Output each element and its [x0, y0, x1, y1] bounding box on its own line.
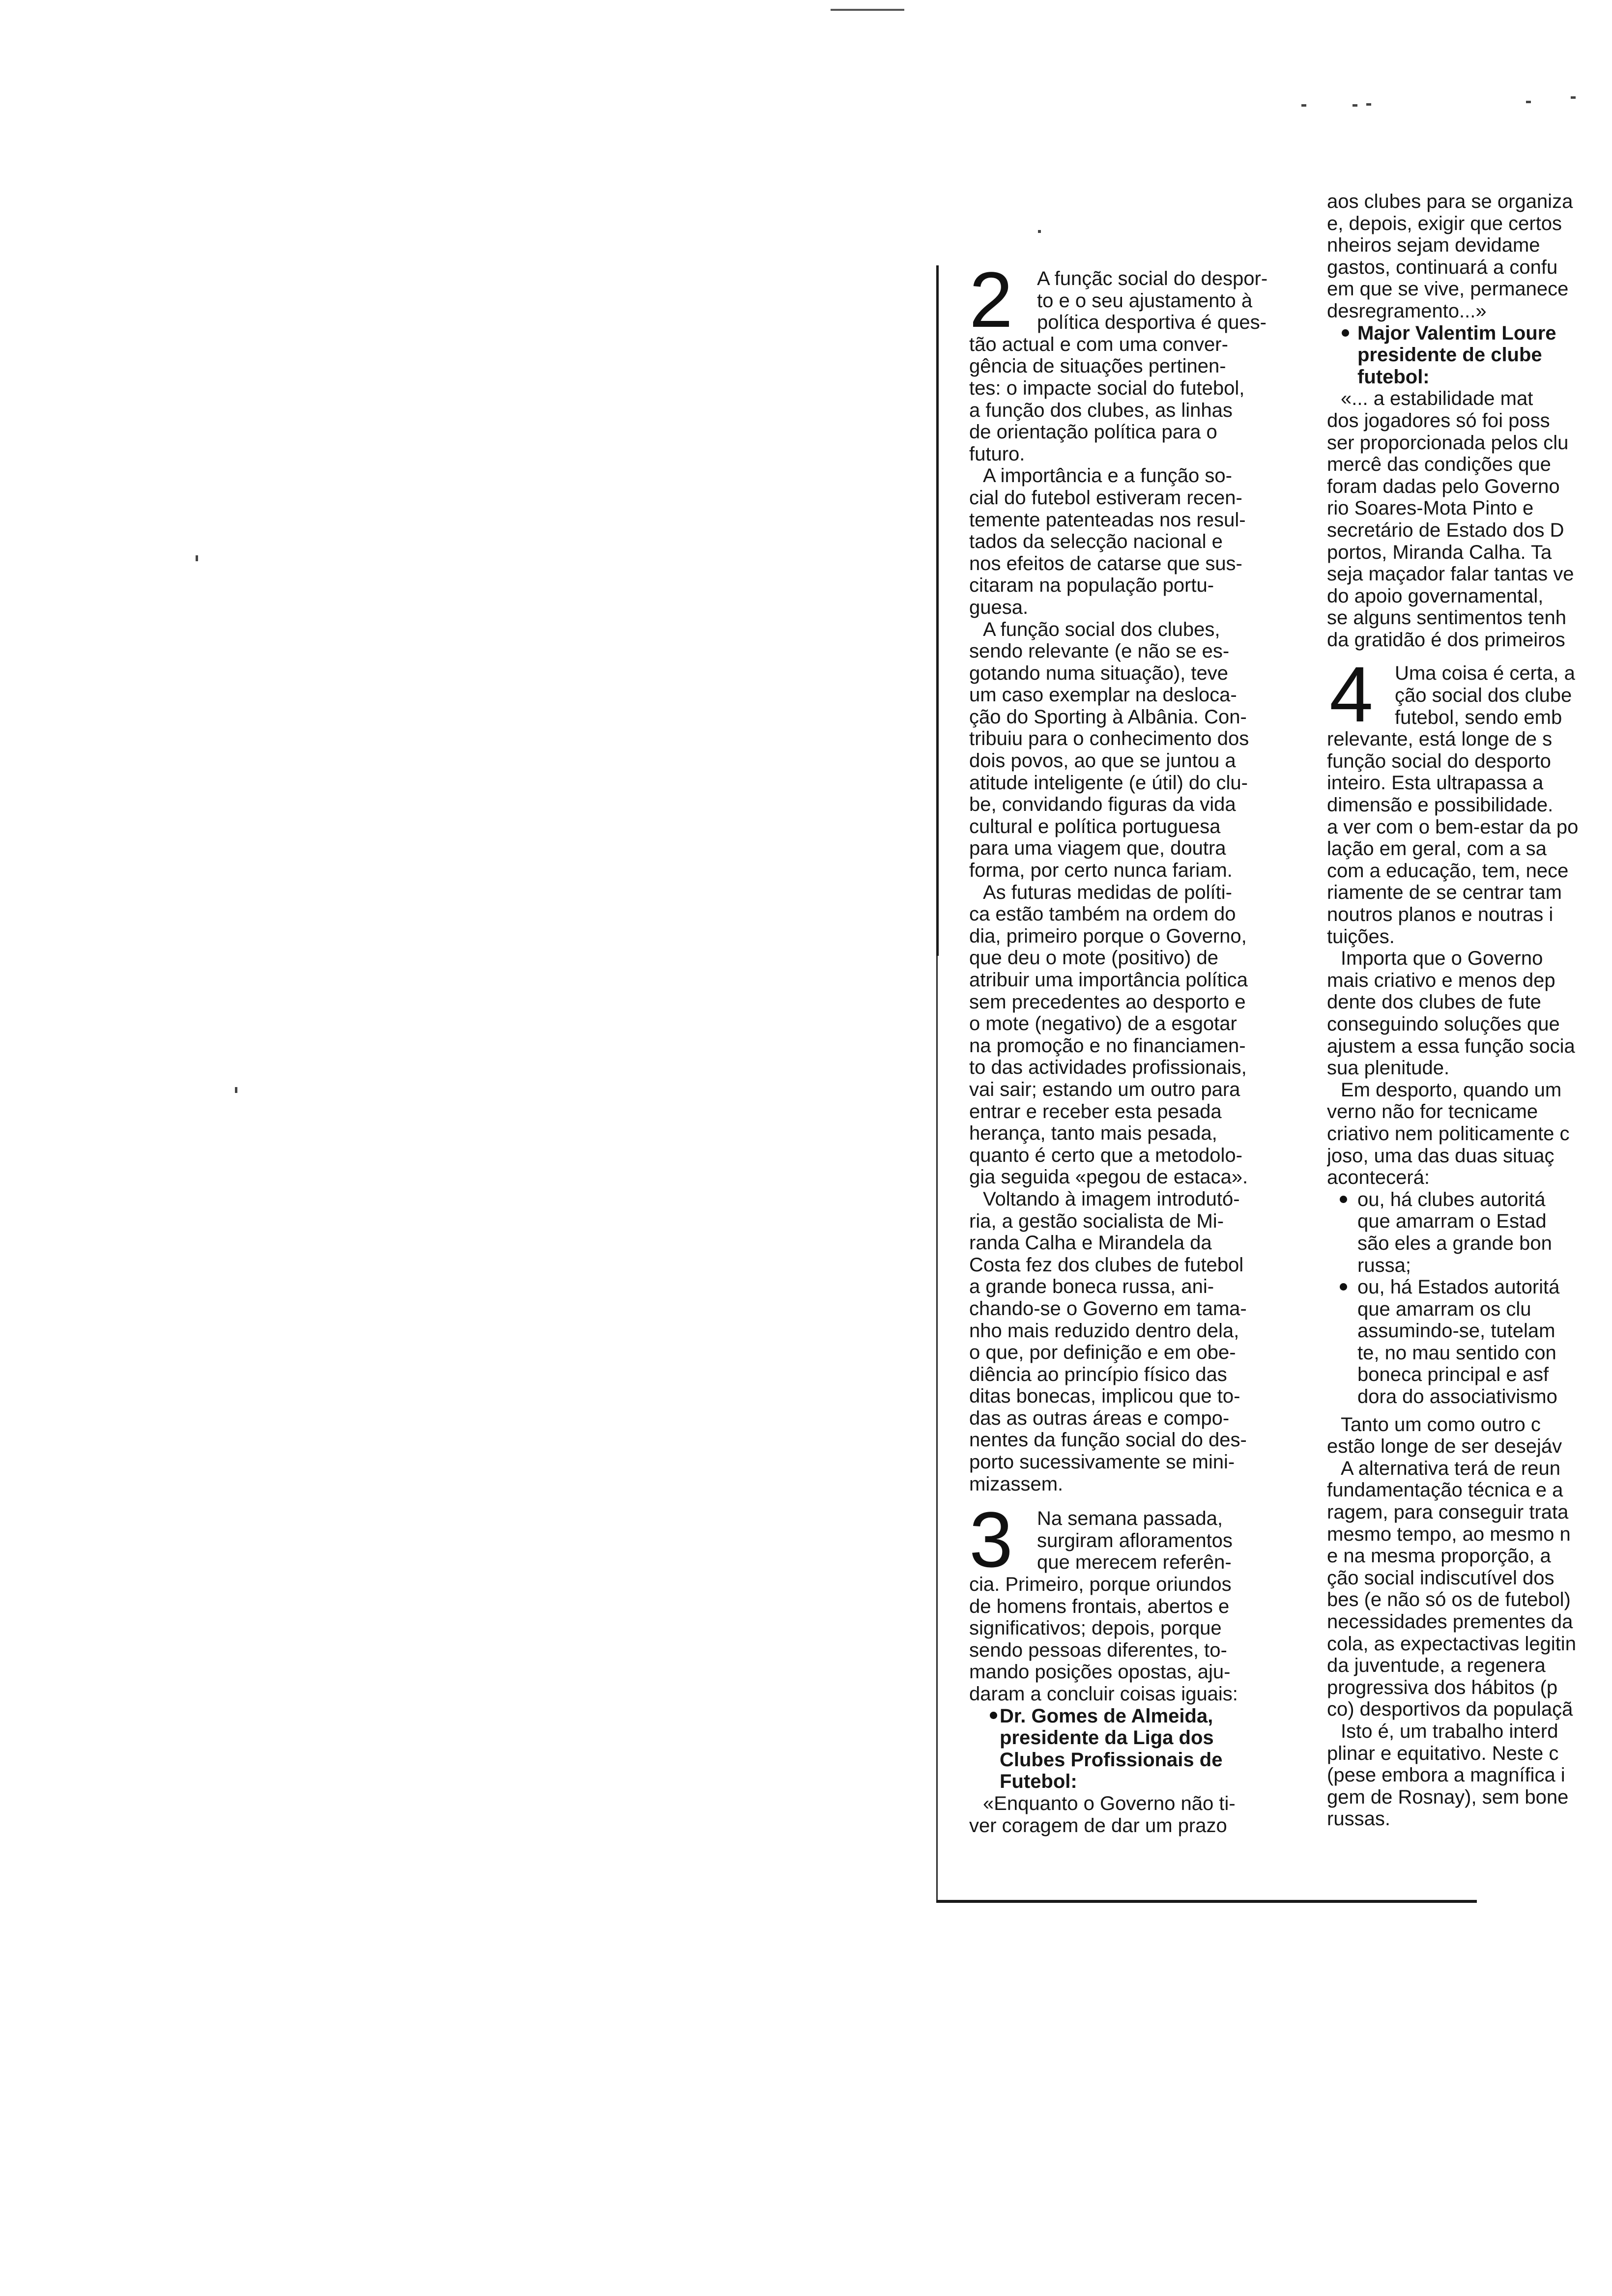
- text-line: e na mesma proporção, a: [1327, 1545, 1551, 1567]
- print-speck: [1353, 104, 1357, 107]
- section-2: [969, 268, 1307, 1495]
- text-line: te, no mau sentido con: [1357, 1342, 1556, 1364]
- bullet-list-item: [1327, 1189, 1612, 1276]
- text-line: acontecerá:: [1327, 1167, 1430, 1189]
- text-line: das as outras áreas e compo-: [969, 1407, 1230, 1429]
- text-line: russas.: [1327, 1808, 1390, 1830]
- section-4: [1327, 650, 1612, 1830]
- print-speck: [1301, 104, 1306, 107]
- speaker-name: Futebol:: [1000, 1771, 1077, 1793]
- text-line: forma, por certo nunca fariam.: [969, 860, 1233, 882]
- text-line: ou, há Estados autoritá: [1357, 1276, 1560, 1298]
- text-line: A função social dos clubes,: [983, 618, 1220, 640]
- speaker-name: presidente de clube: [1357, 344, 1542, 366]
- speaker-name: presidente da Liga dos: [1000, 1727, 1214, 1749]
- text-line: mercê das condições que: [1327, 454, 1551, 476]
- text-line: guesa.: [969, 596, 1029, 618]
- section-3: [969, 1495, 1307, 1837]
- text-line: do apoio governamental,: [1327, 585, 1544, 607]
- text-line: (pese embora a magnífica i: [1327, 1764, 1565, 1786]
- text-line: citaram na população portu-: [969, 574, 1214, 597]
- text-line: gência de situações pertinen-: [969, 355, 1226, 377]
- speaker-name: Dr. Gomes de Almeida,: [1000, 1705, 1213, 1727]
- text-line: a grande boneca russa, ani-: [969, 1276, 1214, 1298]
- text-line: inteiro. Esta ultrapassa a: [1327, 772, 1544, 794]
- text-line: Em desporto, quando um: [1341, 1079, 1562, 1101]
- print-speck: [1366, 103, 1371, 106]
- text-line: seja maçador falar tantas ve: [1327, 563, 1574, 585]
- text-line: mais criativo e menos dep: [1327, 969, 1555, 991]
- text-line: aos clubes para se organiza: [1327, 191, 1573, 212]
- text-line: nos efeitos de catarse que sus-: [969, 552, 1242, 574]
- text-line: As futuras medidas de políti-: [983, 881, 1232, 903]
- text-line: tes: o impacte social do futebol,: [969, 377, 1245, 399]
- text-line: da juventude, a regenera: [1327, 1655, 1546, 1677]
- text-line: necessidades prementes da: [1327, 1611, 1573, 1633]
- text-line: dora do associativismo: [1357, 1386, 1557, 1408]
- text-line: foram dadas pelo Governo: [1327, 475, 1560, 497]
- text-line: «Enquanto o Governo não ti-: [983, 1792, 1236, 1814]
- text-line: mesmo tempo, ao mesmo n: [1327, 1523, 1571, 1545]
- text-line: o mote (negativo) de a esgotar: [969, 1013, 1237, 1035]
- text-line: Voltando à imagem introdutó-: [983, 1188, 1240, 1210]
- text-line: be, convidando figuras da vida: [969, 794, 1236, 816]
- text-line: nho mais reduzido dentro dela,: [969, 1320, 1239, 1342]
- speaker-name: Major Valentim Loure: [1357, 322, 1556, 344]
- text-line: «... a estabilidade mat: [1341, 388, 1533, 410]
- section-4-dropcap: 4: [1329, 650, 1373, 739]
- text-line: gastos, continuará a confu: [1327, 256, 1558, 278]
- text-line: da gratidão é dos primeiros: [1327, 629, 1565, 651]
- text-line: mizassem.: [969, 1473, 1064, 1495]
- text-line: dos jogadores só foi poss: [1327, 409, 1550, 431]
- text-line: com a educação, tem, nece: [1327, 860, 1569, 882]
- text-line: sem precedentes ao desporto e: [969, 991, 1246, 1013]
- text-line: noutros planos e noutras i: [1327, 904, 1554, 925]
- print-speck: [196, 555, 198, 561]
- text-line: atitude inteligente (e útil) do clu-: [969, 772, 1248, 794]
- text-line: Isto é, um trabalho interd: [1341, 1720, 1558, 1742]
- text-line: política desportiva é ques-: [1037, 312, 1267, 334]
- text-line: futuro.: [969, 443, 1025, 465]
- text-line: progressiva dos hábitos (p: [1327, 1676, 1558, 1698]
- text-line: A funçãc social do despor-: [1037, 268, 1268, 289]
- text-line: que deu o mote (positivo) de: [969, 947, 1218, 969]
- text-line: surgiram afloramentos: [1037, 1529, 1233, 1551]
- text-line: tados da selecção nacional e: [969, 531, 1223, 553]
- text-line: dimensão e possibilidade.: [1327, 794, 1554, 816]
- text-line: que amarram o Estad: [1357, 1210, 1547, 1233]
- text-line: to das actividades profissionais,: [969, 1057, 1247, 1079]
- text-line: cultural e política portuguesa: [969, 815, 1221, 837]
- bullet-list-item: [1327, 1276, 1612, 1408]
- text-line: secretário de Estado dos D: [1327, 519, 1564, 541]
- text-line: assumindo-se, tutelam: [1357, 1320, 1555, 1342]
- text-line: lação em geral, com a sa: [1327, 838, 1547, 860]
- print-speck: [235, 1087, 237, 1093]
- text-line: criativo nem politicamente c: [1327, 1122, 1570, 1145]
- bullet-dot: [1340, 1196, 1347, 1203]
- article-column-1: [969, 268, 1307, 1837]
- text-line: ção social indiscutível dos: [1327, 1567, 1554, 1589]
- print-speck: [1571, 96, 1576, 99]
- article-column-2: [1327, 191, 1612, 1830]
- article-frame-left: [936, 265, 939, 956]
- print-speck: [1038, 230, 1041, 233]
- bullet-dot: [1340, 1283, 1347, 1291]
- text-line: atribuir uma importância política: [969, 969, 1248, 991]
- text-line: ser proporcionada pelos clu: [1327, 431, 1569, 454]
- text-line: ragem, para conseguir trata: [1327, 1501, 1569, 1523]
- text-line: de homens frontais, abertos e: [969, 1595, 1230, 1617]
- text-line: A importância e a função so-: [983, 465, 1232, 487]
- text-line: co) desportivos da populaçã: [1327, 1698, 1573, 1721]
- text-line: entrar e receber esta pesada: [969, 1100, 1222, 1122]
- speaker-block: [1327, 322, 1612, 388]
- print-speck: [1526, 101, 1531, 103]
- text-line: Tanto um como outro c: [1341, 1413, 1541, 1435]
- text-line: função social do desporto: [1327, 750, 1551, 772]
- text-line: gem de Rosnay), sem bone: [1327, 1786, 1569, 1808]
- text-line: dente dos clubes de fute: [1327, 991, 1541, 1013]
- text-line: são eles a grande bon: [1357, 1232, 1552, 1254]
- text-line: riamente de se centrar tam: [1327, 882, 1562, 904]
- text-line: dois povos, ao que se juntou a: [969, 750, 1236, 772]
- text-line: ou, há clubes autoritá: [1357, 1188, 1546, 1210]
- text-line: relevante, está longe de s: [1327, 728, 1553, 750]
- text-line: quanto é certo que a metodolo-: [969, 1144, 1242, 1166]
- text-line: para uma viagem que, doutra: [969, 837, 1226, 860]
- text-line: ca estão também na ordem do: [969, 903, 1236, 925]
- text-line: ria, a gestão socialista de Mi-: [969, 1210, 1224, 1232]
- text-line: a ver com o bem-estar da po: [1327, 816, 1579, 838]
- text-line: o que, por definição e em obe-: [969, 1342, 1236, 1364]
- text-line: bes (e não só os de futebol): [1327, 1589, 1571, 1611]
- text-line: futebol, sendo emb: [1395, 706, 1562, 728]
- text-line: nheiros sejam devidame: [1327, 234, 1540, 257]
- text-line: Importa que o Governo: [1341, 947, 1543, 970]
- text-line: cola, as expectactivas legitin: [1327, 1633, 1576, 1655]
- text-line: e, depois, exigir que certos: [1327, 212, 1562, 234]
- text-line: um caso exemplar na desloca-: [969, 684, 1237, 706]
- text-line: cial do futebol estiveram recen-: [969, 487, 1242, 509]
- article-frame-left-lower: [936, 956, 938, 1902]
- text-line: tão actual e com uma conver-: [969, 333, 1228, 355]
- text-line: ajustem a essa função socia: [1327, 1035, 1575, 1057]
- text-line: rio Soares-Mota Pinto e: [1327, 497, 1534, 519]
- text-line: tribuiu para o conhecimento dos: [969, 728, 1249, 750]
- text-line: sendo relevante (e não se es-: [969, 640, 1230, 662]
- text-line: porto sucessivamente se mini-: [969, 1451, 1235, 1473]
- text-line: fundamentação técnica e a: [1327, 1479, 1563, 1501]
- article-frame-bottom: [936, 1900, 1477, 1903]
- text-line: em que se vive, permanece: [1327, 278, 1569, 300]
- text-line: se alguns sentimentos tenh: [1327, 607, 1566, 629]
- text-line: chando-se o Governo em tama-: [969, 1297, 1247, 1320]
- text-line: ção do Sporting à Albânia. Con-: [969, 706, 1247, 728]
- text-line: A alternativa terá de reun: [1341, 1457, 1560, 1479]
- speaker-name: futebol:: [1357, 366, 1430, 388]
- text-line: vai sair; estando um outro para: [969, 1078, 1240, 1100]
- speaker-name: Clubes Profissionais de: [1000, 1749, 1223, 1771]
- text-line: joso, uma das duas situaç: [1327, 1145, 1554, 1167]
- text-line: significativos; depois, porque: [969, 1617, 1222, 1639]
- text-line: gia seguida «pegou de estaca».: [969, 1166, 1248, 1188]
- text-line: plinar e equitativo. Neste c: [1327, 1742, 1559, 1764]
- text-line: boneca principal e asf: [1357, 1364, 1549, 1386]
- text-line: daram a concluir coisas iguais:: [969, 1683, 1238, 1705]
- text-line: temente patenteadas nos resul-: [969, 509, 1246, 531]
- text-line: de orientação política para o: [969, 421, 1217, 443]
- section-3-dropcap: 3: [969, 1495, 1013, 1584]
- text-line: dia, primeiro porque o Governo,: [969, 925, 1247, 947]
- text-line: ditas bonecas, implicou que to-: [969, 1385, 1240, 1407]
- text-line: Na semana passada,: [1037, 1508, 1223, 1530]
- top-rule: [831, 9, 904, 11]
- text-line: a função dos clubes, as linhas: [969, 399, 1233, 421]
- text-line: nentes da função social do des-: [969, 1429, 1247, 1451]
- text-line: cia. Primeiro, porque oriundos: [969, 1574, 1232, 1596]
- text-line: tuições.: [1327, 925, 1395, 947]
- text-line: que merecem referên-: [1037, 1551, 1232, 1574]
- text-line: estão longe de ser desejáv: [1327, 1435, 1562, 1458]
- text-line: conseguindo soluções que: [1327, 1013, 1560, 1035]
- text-line: desregramento...»: [1327, 300, 1487, 322]
- text-line: diência ao princípio físico das: [969, 1363, 1227, 1385]
- text-line: que amarram os clu: [1357, 1298, 1531, 1320]
- text-line: gotando numa situação), teve: [969, 662, 1229, 684]
- text-line: ção social dos clube: [1395, 685, 1572, 707]
- text-line: portos, Miranda Calha. Ta: [1327, 541, 1552, 563]
- text-line: sua plenitude.: [1327, 1057, 1450, 1079]
- text-line: verno não for tecnicame: [1327, 1101, 1538, 1123]
- text-line: sendo pessoas diferentes, to-: [969, 1639, 1227, 1661]
- text-line: ver coragem de dar um prazo: [969, 1814, 1227, 1837]
- bullet-dot: [1342, 329, 1349, 337]
- text-line: to e o seu ajustamento à: [1037, 289, 1253, 312]
- text-line: mando posições opostas, aju-: [969, 1661, 1231, 1683]
- text-line: Costa fez dos clubes de futebol: [969, 1254, 1244, 1276]
- text-line: randa Calha e Mirandela da: [969, 1232, 1212, 1254]
- text-line: russa;: [1357, 1254, 1411, 1276]
- section-2-dropcap: 2: [969, 268, 1013, 344]
- text-line: Uma coisa é certa, a: [1395, 662, 1575, 685]
- text-line: na promoção e no financiamen-: [969, 1034, 1246, 1057]
- text-line: herança, tanto mais pesada,: [969, 1122, 1217, 1145]
